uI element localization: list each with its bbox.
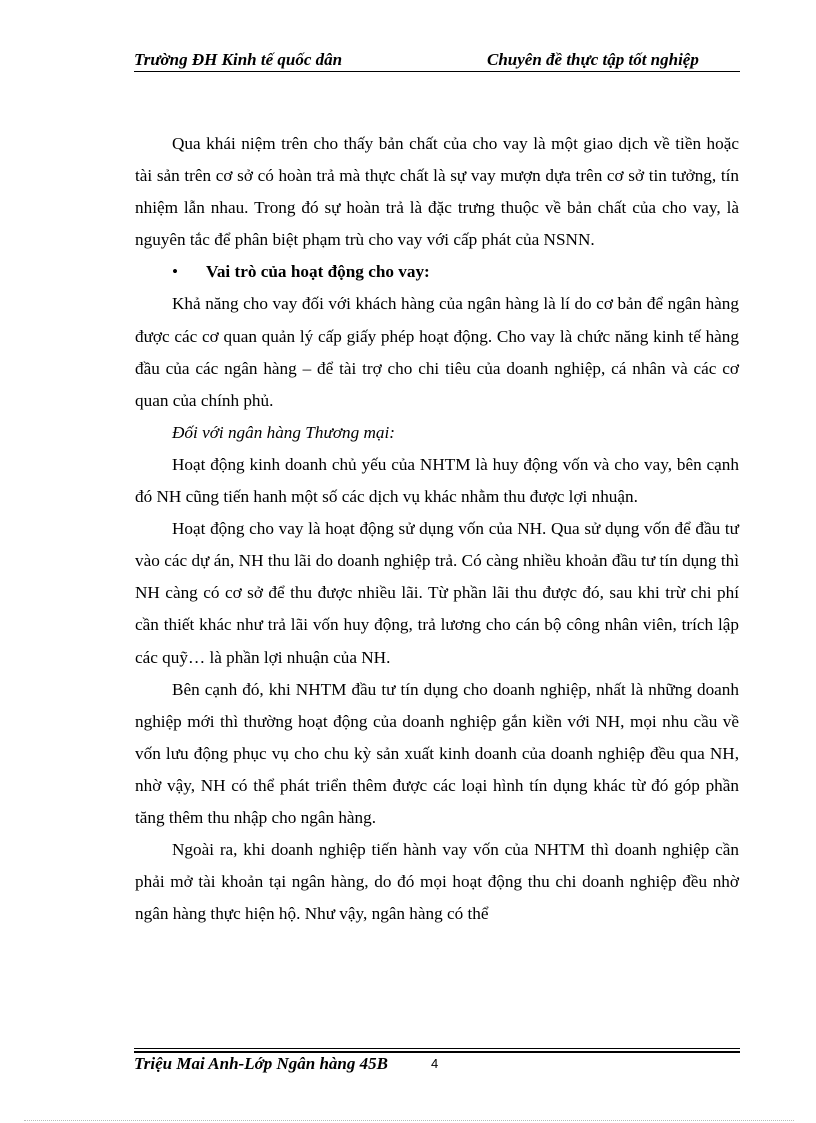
page-header <box>134 50 740 72</box>
footer-divider-thin <box>134 1048 740 1049</box>
page-number: 4 <box>431 1056 439 1071</box>
document-body <box>135 128 739 930</box>
paragraph-lending-nature: Qua khái niệm trên cho thấy bản chất của cho vay là một giao dịch về tiền hoặc tài sản trên cơ sở có hoàn trả mà thực chất là sự vay mượn dựa trên cơ sở tin tưởng, tín nhiệm lẫn nhau. Trong đó sự hoàn trả là đặc trưng thuộc về bản chất của cho vay, là nguyên tắc để phân biệt phạm trù cho vay với cấp phát của NSNN. <box>135 134 739 250</box>
bullet-heading-text: Vai trò của hoạt động cho vay: <box>206 262 430 282</box>
bullet-icon: • <box>172 262 179 282</box>
subheading-commercial-bank: Đối với ngân hàng Thương mại: <box>172 422 395 442</box>
header-document-type: Chuyên đề thực tập tốt nghiệp <box>487 50 699 69</box>
header-divider <box>134 71 740 72</box>
page-bottom-border <box>24 1120 794 1121</box>
bullet-heading <box>135 256 739 288</box>
paragraph-accounts: Ngoài ra, khi doanh nghiệp tiến hành vay vốn của NHTM thì doanh nghiệp cần phải mở tài khoản tại ngân hàng, do đó mọi hoạt động thu chi doanh nghiệp đều nhờ ngân hàng thực hiện hộ. Như vậy, ngân hàng có thể <box>135 840 739 924</box>
paragraph-credit-investment: Bên cạnh đó, khi NHTM đầu tư tín dụng cho doanh nghiệp, nhất là những doanh nghiệp mới thì thường hoạt động của doanh nghiệp gắn kiền với NH, mọi nhu cầu về vốn lưu động phục vụ cho chu kỳ sản xuất kinh doanh của doanh nghiệp đều qua NH, nhờ vậy, NH có thể phát triển thêm được các loại hình tín dụng khác từ đó góp phần tăng thêm thu nhập cho ngân hàng. <box>135 679 739 827</box>
header-university: Trường ĐH Kinh tế quốc dân <box>134 50 343 69</box>
paragraph-lending-capability: Khả năng cho vay đối với khách hàng của ngân hàng là lí do cơ bản để ngân hàng được các cơ quan quản lý cấp giấy phép hoạt động. Cho vay là chức năng kinh tế hàng đầu của các ngân hàng – để tài trợ cho chi tiêu của doanh nghiệp, cá nhân và các cơ quan của chính phủ. <box>135 294 739 410</box>
paragraph-capital-use: Hoạt động cho vay là hoạt động sử dụng vốn của NH. Qua sử dụng vốn để đầu tư vào các dự án, NH thu lãi do doanh nghiệp trả. Có càng nhiều khoản đầu tư tín dụng thì NH càng có cơ sở để thu được nhiều lãi. Từ phần lãi thu được đó, sau khi trừ chi phí cần thiết khác như trả lãi vốn huy động, trả lương cho cán bộ công nhân viên, trích lập các quỹ… là phần lợi nhuận của NH. <box>135 519 739 667</box>
footer-divider-thick <box>134 1051 740 1053</box>
paragraph-main-business: Hoạt động kinh doanh chủ yếu của NHTM là huy động vốn và cho vay, bên cạnh đó NH cũng tiến hanh một số các dịch vụ khác nhằm thu được lợi nhuận. <box>135 454 739 507</box>
footer-author: Triệu Mai Anh-Lớp Ngân hàng 45B <box>134 1054 388 1073</box>
